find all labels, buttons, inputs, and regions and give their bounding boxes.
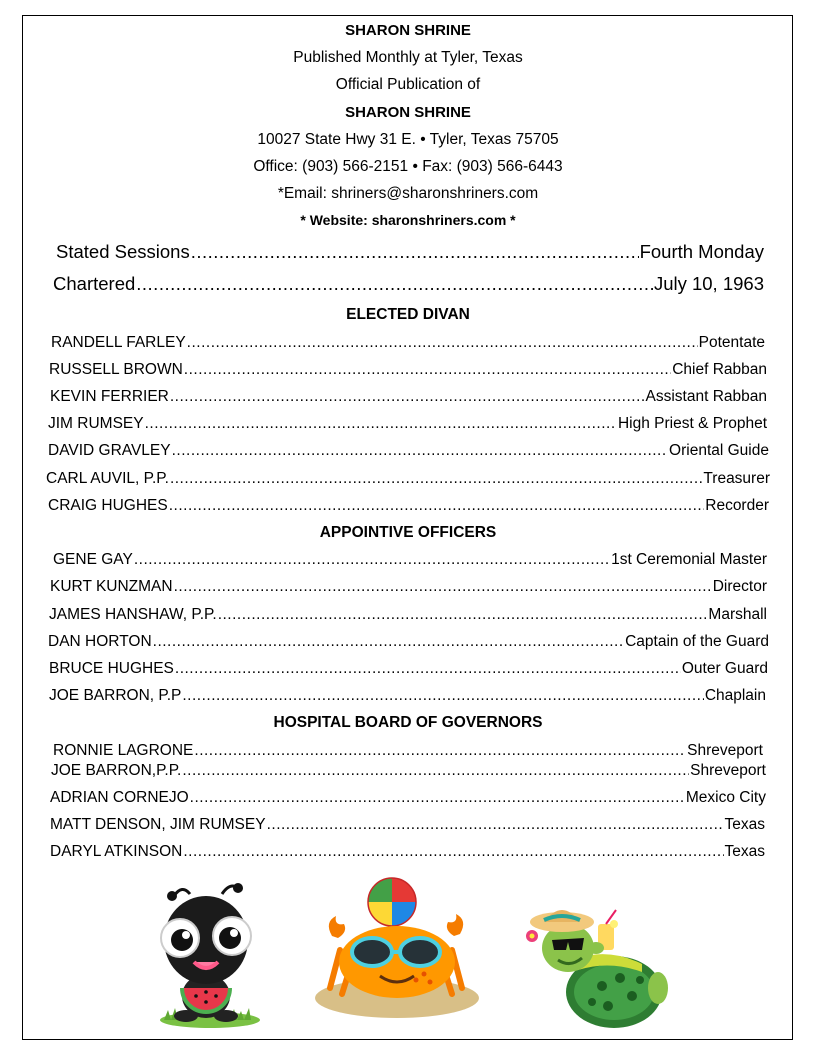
hospital-board-heading: HOSPITAL BOARD OF GOVERNORS	[273, 714, 543, 731]
officer-title: 1st Ceremonial Master	[611, 551, 767, 568]
officer-name: KEVIN FERRIER	[50, 388, 169, 405]
leader-dots	[153, 633, 624, 651]
officer-name: RUSSELL BROWN	[49, 361, 183, 378]
appointive-officers-heading: APPOINTIVE OFFICERS	[319, 524, 497, 541]
leader-dots	[172, 442, 668, 460]
officer-title: Chaplain	[704, 687, 766, 704]
officer-title: Chief Rabban	[672, 361, 767, 378]
chartered-value: July 10, 1963	[653, 273, 764, 294]
officer-row	[48, 442, 769, 462]
officer-title: Director	[712, 578, 767, 595]
leader-dots	[187, 334, 698, 352]
officer-row	[50, 578, 767, 598]
publication-line: Official Publication of	[335, 76, 481, 93]
leader-dots	[183, 843, 723, 861]
leader-dots	[145, 415, 617, 433]
officer-title: Captain of the Guard	[625, 633, 769, 650]
governor-location: Texas	[724, 843, 765, 860]
officer-title: Oriental Guide	[669, 442, 769, 459]
leader-dots	[182, 687, 703, 705]
leader-dots	[190, 789, 685, 807]
officer-title: Outer Guard	[681, 660, 768, 677]
officer-row	[48, 497, 769, 517]
governor-name: RONNIE LAGRONE	[53, 742, 194, 759]
governor-name: ADRIAN CORNEJO	[50, 789, 189, 806]
governor-location: Shreveport	[690, 762, 766, 779]
officer-name: JOE BARRON, P.P	[49, 687, 182, 704]
governor-row	[50, 816, 765, 836]
leader-dots	[170, 388, 645, 406]
officer-title: High Priest & Prophet	[617, 415, 767, 432]
governor-row	[53, 742, 763, 762]
stated-sessions-label: Stated Sessions	[56, 241, 190, 262]
website[interactable]: * Website: sharonshriners.com *	[300, 212, 516, 228]
officer-name: CRAIG HUGHES	[48, 497, 168, 514]
leader-dots	[184, 361, 671, 379]
governor-location: Shreveport	[687, 742, 763, 759]
leader-dots	[267, 816, 724, 834]
governor-location: Mexico City	[685, 789, 766, 806]
leader-dots	[170, 470, 702, 488]
officer-name: KURT KUNZMAN	[50, 578, 173, 595]
governor-name: DARYL ATKINSON	[50, 843, 183, 860]
leader-dots	[136, 273, 653, 295]
officer-name: CARL AUVIL, P.P.	[46, 470, 169, 487]
publication-name: SHARON SHRINE	[345, 104, 471, 121]
officer-row	[49, 660, 768, 680]
leader-dots	[175, 660, 681, 678]
officer-name: JIM RUMSEY	[48, 415, 144, 432]
ant-with-watermelon-icon	[150, 878, 270, 1030]
officer-row	[46, 470, 770, 490]
officer-row	[50, 388, 767, 408]
officer-row	[49, 361, 767, 381]
officer-row	[49, 687, 766, 707]
governor-row	[50, 789, 766, 809]
officer-title: Assistant Rabban	[645, 388, 767, 405]
stated-sessions-row	[56, 241, 764, 265]
officer-title: Marshall	[708, 606, 767, 623]
leader-dots	[182, 762, 689, 780]
masthead-title: SHARON SHRINE	[345, 22, 471, 39]
officer-name: DAN HORTON	[48, 633, 152, 650]
crab-with-beach-ball-icon	[312, 876, 482, 1020]
turtle-with-sun-hat-icon	[522, 908, 678, 1032]
chartered-row	[53, 273, 764, 297]
officer-name: GENE GAY	[53, 551, 133, 568]
governor-row	[51, 762, 766, 782]
officer-name: JAMES HANSHAW, P.P.	[49, 606, 217, 623]
email[interactable]: *Email: shriners@sharonshriners.com	[277, 185, 539, 202]
officer-row	[53, 551, 767, 571]
elected-divan-heading: ELECTED DIVAN	[346, 306, 470, 323]
published-line: Published Monthly at Tyler, Texas	[293, 49, 523, 66]
officer-row	[48, 415, 767, 435]
stated-sessions-value: Fourth Monday	[639, 241, 764, 262]
leader-dots	[194, 742, 686, 760]
governor-name: MATT DENSON, JIM RUMSEY	[50, 816, 266, 833]
chartered-label: Chartered	[53, 273, 136, 294]
officer-title: Recorder	[705, 497, 769, 514]
governor-name: JOE BARRON,P.P.	[51, 762, 182, 779]
officer-title: Treasurer	[703, 470, 770, 487]
leader-dots	[218, 606, 708, 624]
phone-fax: Office: (903) 566-2151 • Fax: (903) 566-6443	[253, 158, 563, 175]
leader-dots	[191, 241, 639, 263]
governor-row	[50, 843, 765, 863]
officer-name: BRUCE HUGHES	[49, 660, 174, 677]
leader-dots	[134, 551, 610, 569]
officer-name: RANDELL FARLEY	[51, 334, 186, 351]
address: 10027 State Hwy 31 E. • Tyler, Texas 75705	[257, 131, 559, 148]
leader-dots	[174, 578, 712, 596]
officer-name: DAVID GRAVLEY	[48, 442, 171, 459]
officer-row	[51, 334, 765, 354]
officer-row	[49, 606, 767, 626]
officer-title: Potentate	[698, 334, 765, 351]
governor-location: Texas	[724, 816, 765, 833]
officer-row	[48, 633, 769, 653]
leader-dots	[169, 497, 705, 515]
